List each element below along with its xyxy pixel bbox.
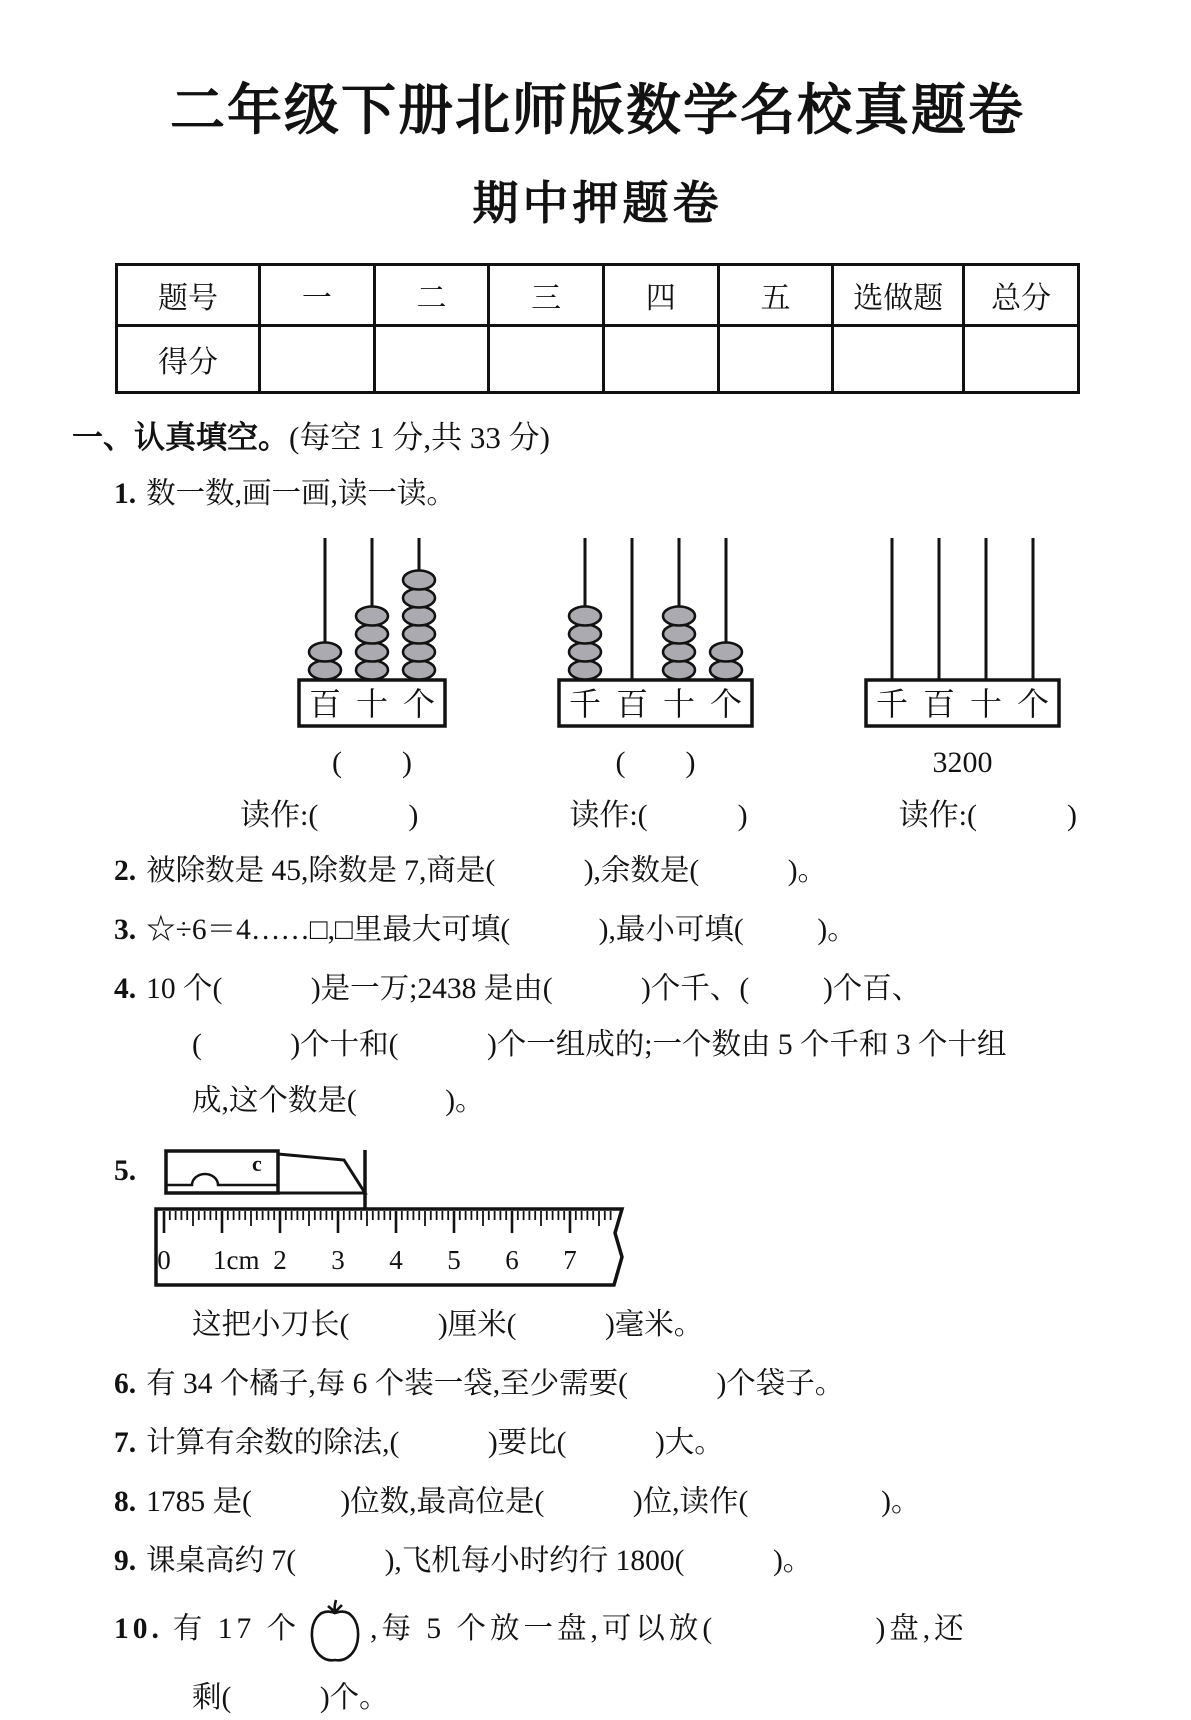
- svg-text:个: 个: [402, 686, 436, 722]
- score-table-score-row: [117, 326, 1079, 393]
- abacus-figure: [864, 530, 1061, 780]
- question-4-number: 4.: [114, 973, 137, 1005]
- svg-text:4: 4: [389, 1245, 403, 1275]
- score-table-header-cell: 四: [603, 265, 718, 326]
- score-empty-cell: [603, 326, 718, 393]
- svg-text:百: 百: [615, 686, 649, 722]
- question-5: [114, 1141, 1123, 1291]
- question-3: [114, 908, 1123, 952]
- score-empty-cell: [374, 326, 489, 393]
- abacus-caption: 3200: [932, 746, 993, 779]
- question-10-line2: 剩( )个。: [192, 1682, 389, 1714]
- svg-text:2: 2: [273, 1245, 287, 1275]
- question-10-text-after: ,每 5 个放一盘,可以放( )盘,还: [370, 1612, 968, 1645]
- abacus-caption: ( ): [615, 746, 696, 779]
- question-9-number: 9.: [114, 1545, 137, 1577]
- abacus-figure: [297, 530, 447, 780]
- svg-text:1cm: 1cm: [213, 1245, 260, 1275]
- question-4-line2: ( )个十和( )个一组成的;一个数由 5 个千和 3 个十组: [192, 1029, 1007, 1061]
- svg-text:百: 百: [308, 686, 342, 722]
- question-8-number: 8.: [114, 1486, 137, 1518]
- svg-text:3: 3: [331, 1245, 345, 1275]
- score-empty-cell: [489, 326, 604, 393]
- score-table-header-cell: 选做题: [833, 265, 964, 326]
- score-table-header-cell: 总分: [964, 265, 1079, 326]
- question-10-number: 10.: [114, 1612, 163, 1645]
- svg-text:百: 百: [922, 686, 956, 722]
- score-table-header-cell: 三: [489, 265, 604, 326]
- svg-text:十: 十: [969, 686, 1003, 722]
- question-5-number: 5.: [114, 1155, 137, 1187]
- knife-mark-label: c: [252, 1151, 262, 1176]
- score-table-header-cell: 二: [374, 265, 489, 326]
- score-empty-cell: [833, 326, 964, 393]
- read-as-row: [240, 790, 1077, 834]
- svg-text:6: 6: [505, 1245, 519, 1275]
- read-as-blank: 读作:( ): [240, 799, 419, 832]
- section-one-note: (每空 1 分,共 33 分): [289, 420, 550, 455]
- question-7-number: 7.: [114, 1427, 137, 1459]
- question-7: [114, 1421, 1123, 1465]
- question-2-number: 2.: [114, 855, 137, 887]
- svg-text:个: 个: [709, 686, 743, 722]
- score-table-header-cell: 一: [260, 265, 375, 326]
- question-4: [114, 967, 1123, 1011]
- question-5-text: 这把小刀长( )厘米( )毫米。: [192, 1309, 704, 1341]
- question-2: [114, 849, 1123, 893]
- score-empty-cell: [964, 326, 1079, 393]
- svg-text:千: 千: [875, 686, 909, 722]
- pocket-knife-illustration: [166, 1150, 365, 1209]
- apple-icon: [306, 1598, 364, 1664]
- svg-text:十: 十: [662, 686, 696, 722]
- svg-text:5: 5: [447, 1245, 461, 1275]
- question-1-text: 数一数,画一画,读一读。: [146, 478, 456, 510]
- score-table-header-cell: 五: [718, 265, 833, 326]
- question-2-text: 被除数是 45,除数是 7,商是( ),余数是( )。: [146, 855, 828, 887]
- score-table-corner-cell: 题号: [117, 265, 260, 326]
- ruler-ticks: [164, 1211, 611, 1233]
- svg-text:千: 千: [568, 686, 602, 722]
- question-4-line1: 10 个( )是一万;2438 是由( )个千、( )个百、: [146, 973, 922, 1005]
- score-empty-cell: [260, 326, 375, 393]
- read-as-blank: 读作:( ): [569, 799, 748, 832]
- score-label-cell: 得分: [117, 326, 260, 393]
- question-1: [114, 472, 1123, 516]
- ruler-labels: [157, 1245, 577, 1275]
- page-title: 二年级下册北师版数学名校真题卷: [169, 80, 1025, 141]
- question-8-text: 1785 是( )位数,最高位是( )位,读作( )。: [146, 1486, 921, 1518]
- question-10-text-before: 有 17 个: [172, 1612, 301, 1645]
- abacus-figure: [557, 530, 754, 780]
- page-subtitle: 期中押题卷: [472, 178, 723, 229]
- score-table-header-row: [117, 265, 1079, 326]
- question-6-number: 6.: [114, 1368, 137, 1400]
- ruler-knife-illustration: [152, 1141, 638, 1291]
- svg-text:个: 个: [1016, 686, 1050, 722]
- question-3-number: 3.: [114, 914, 137, 946]
- question-1-number: 1.: [114, 478, 137, 510]
- read-as-blank: 读作:( ): [898, 799, 1077, 832]
- question-9: [114, 1539, 1123, 1583]
- svg-text:十: 十: [355, 686, 389, 722]
- question-4-line3: 成,这个数是( )。: [192, 1085, 485, 1117]
- question-7-text: 计算有余数的除法,( )要比( )大。: [146, 1427, 724, 1459]
- score-empty-cell: [718, 326, 833, 393]
- section-one-title: 一、认真填空。: [72, 420, 289, 455]
- question-6-text: 有 34 个橘子,每 6 个装一袋,至少需要( )个袋子。: [146, 1368, 845, 1400]
- question-8: [114, 1480, 1123, 1524]
- question-10: [114, 1598, 1123, 1664]
- svg-text:0: 0: [157, 1245, 171, 1275]
- score-table: [115, 263, 1080, 394]
- abacus-caption: ( ): [332, 746, 412, 779]
- svg-text:7: 7: [563, 1245, 577, 1275]
- question-9-text: 课桌高约 7( ),飞机每小时约行 1800( )。: [146, 1545, 813, 1577]
- abacus-row: [297, 530, 1061, 780]
- question-3-text: ☆÷6＝4……□,□里最大可填( ),最小可填( )。: [146, 914, 857, 946]
- question-6: [114, 1362, 1123, 1406]
- section-one-heading: [72, 412, 1123, 457]
